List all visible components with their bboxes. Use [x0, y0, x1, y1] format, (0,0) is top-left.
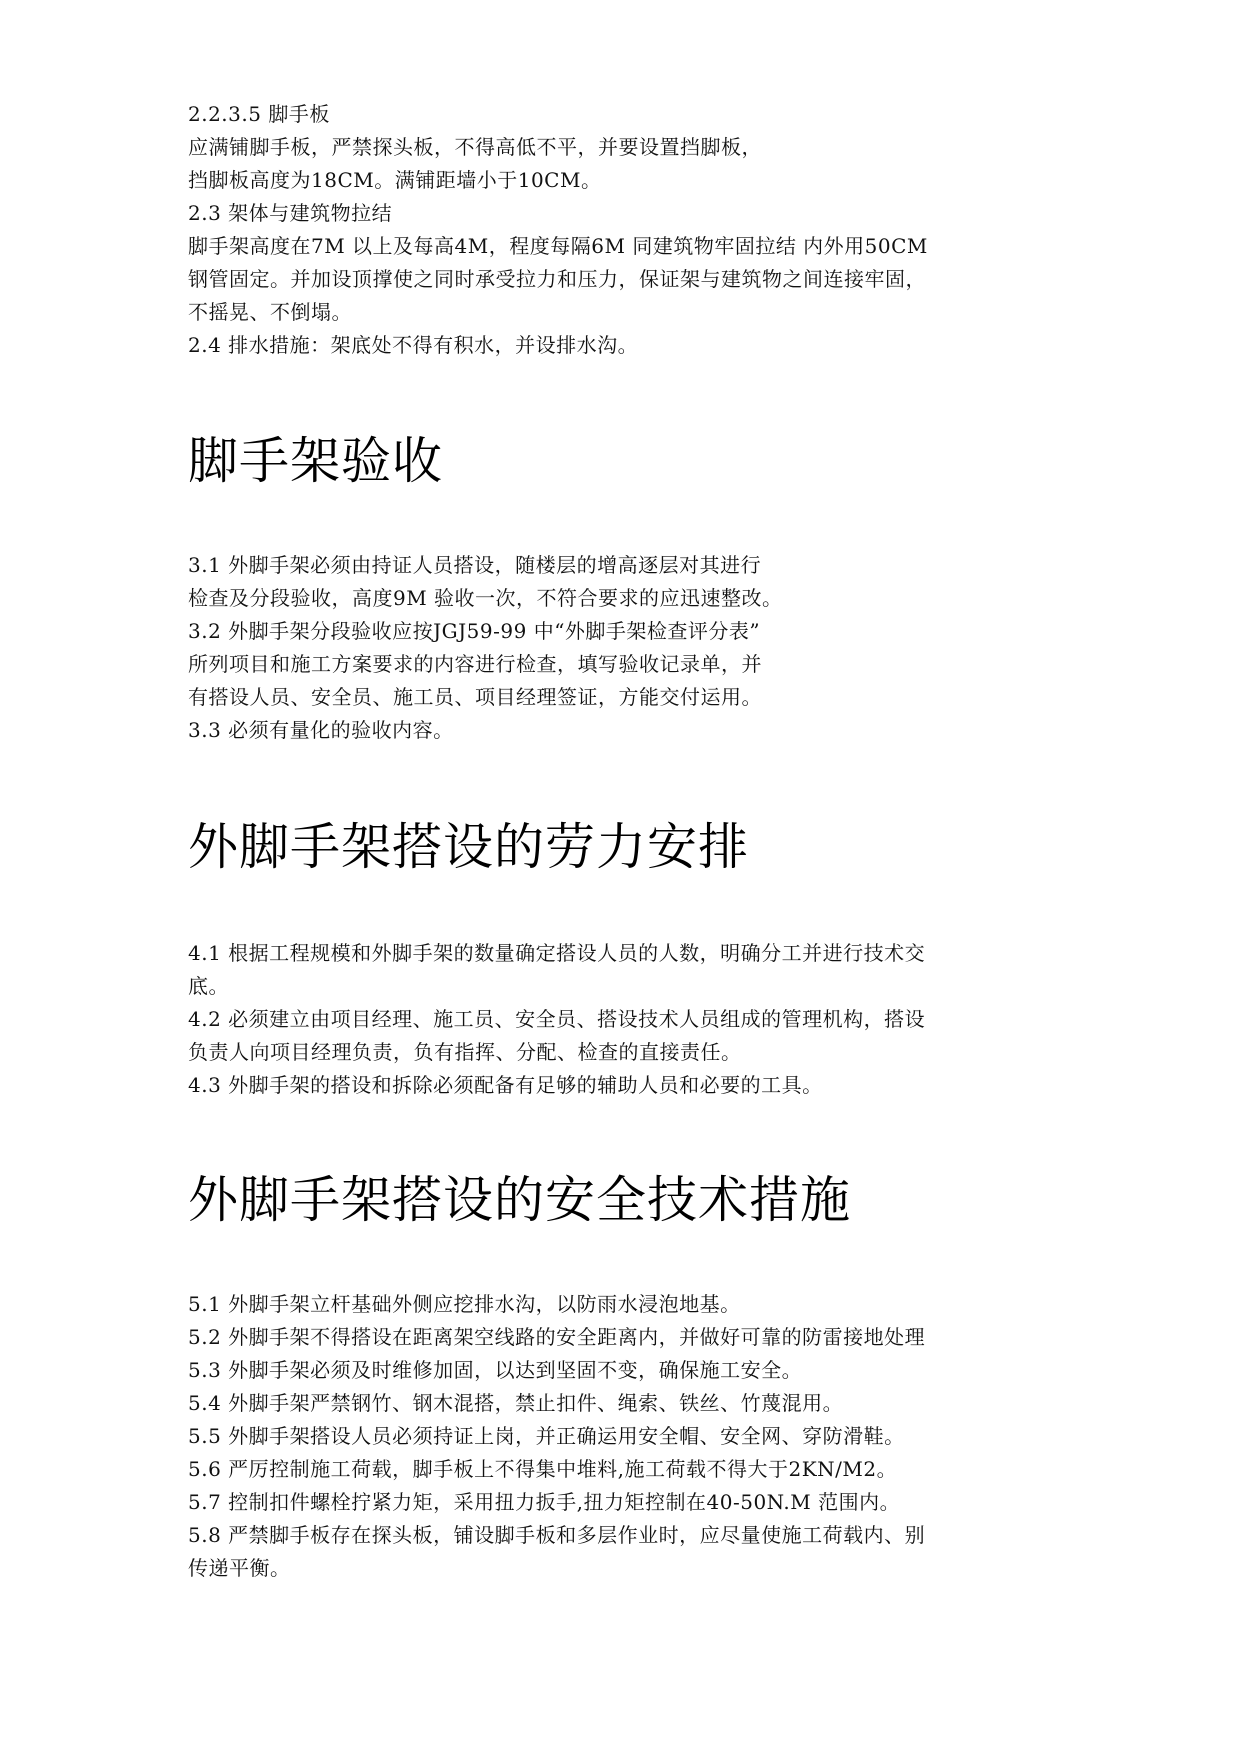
text-line: 5.7 控制扣件螺栓拧紧力矩，采用扭力扳手,扭力矩控制在40-50N.M 范围内。: [188, 1490, 901, 1514]
scaffold-board-section: [188, 98, 1088, 362]
acceptance-section: [188, 549, 1088, 747]
text-line: 5.1 外脚手架立杆基础外侧应挖排水沟，以防雨水浸泡地基。: [188, 1292, 741, 1316]
text-line: 4.3 外脚手架的搭设和拆除必须配备有足够的辅助人员和必要的工具。: [188, 1073, 823, 1097]
text-line: 应满铺脚手板，严禁探头板，不得高低不平，并要设置挡脚板，: [188, 135, 762, 159]
text-line: 5.6 严厉控制施工荷载，脚手板上不得集中堆料,施工荷载不得大于2KN/M2。: [188, 1457, 898, 1481]
text-line: 脚手架高度在7M 以上及每高4M，程度每隔6M 同建筑物牢固拉结 内外用50CM: [188, 234, 928, 258]
text-line: 2.3 架体与建筑物拉结: [188, 201, 393, 225]
text-line: 5.8 严禁脚手板存在探头板，铺设脚手板和多层作业时，应尽量使施工荷载内、别: [188, 1523, 926, 1547]
text-line: 检查及分段验收，高度9M 验收一次，不符合要求的应迅速整改。: [188, 586, 783, 610]
text-line: 3.2 外脚手架分段验收应按JGJ59-99 中“外脚手架检查评分表”: [188, 619, 761, 643]
document-page: [188, 98, 1088, 1585]
labor-heading: 外脚手架搭设的劳力安排: [188, 818, 749, 876]
text-line: 5.5 外脚手架搭设人员必须持证上岗，并正确运用安全帽、安全网、穿防滑鞋。: [188, 1424, 905, 1448]
text-line: 传递平衡。: [188, 1556, 291, 1580]
text-line: 3.3 必须有量化的验收内容。: [188, 718, 454, 742]
text-line: 4.1 根据工程规模和外脚手架的数量确定搭设人员的人数，明确分工并进行技术交: [188, 941, 926, 965]
acceptance-heading: 脚手架验收: [188, 432, 443, 490]
text-line: 2.4 排水措施：架底处不得有积水，并设排水沟。: [188, 333, 639, 357]
text-line: 不摇晃、不倒塌。: [188, 300, 352, 324]
safety-heading: 外脚手架搭设的安全技术措施: [188, 1171, 851, 1229]
labor-section: [188, 937, 1088, 1102]
safety-section: [188, 1288, 1088, 1585]
text-line: 3.1 外脚手架必须由持证人员搭设，随楼层的增高逐层对其进行: [188, 553, 762, 577]
text-line: 钢管固定。并加设顶撑使之同时承受拉力和压力，保证架与建筑物之间连接牢固，: [188, 267, 926, 291]
text-line: 有搭设人员、安全员、施工员、项目经理签证，方能交付运用。: [188, 685, 762, 709]
text-line: 5.2 外脚手架不得搭设在距离架空线路的安全距离内，并做好可靠的防雷接地处理: [188, 1325, 926, 1349]
text-line: 底。: [188, 974, 229, 998]
text-line: 所列项目和施工方案要求的内容进行检查，填写验收记录单，并: [188, 652, 762, 676]
text-line: 5.4 外脚手架严禁钢竹、钢木混搭，禁止扣件、绳索、铁丝、竹蔑混用。: [188, 1391, 844, 1415]
text-line: 负责人向项目经理负责，负有指挥、分配、检查的直接责任。: [188, 1040, 742, 1064]
text-line: 2.2.3.5 脚手板: [188, 102, 330, 126]
text-line: 5.3 外脚手架必须及时维修加固，以达到坚固不变，确保施工安全。: [188, 1358, 803, 1382]
text-line: 4.2 必须建立由项目经理、施工员、安全员、搭设技术人员组成的管理机构，搭设: [188, 1007, 926, 1031]
text-line: 挡脚板高度为18CM。满铺距墙小于10CM。: [188, 168, 602, 192]
